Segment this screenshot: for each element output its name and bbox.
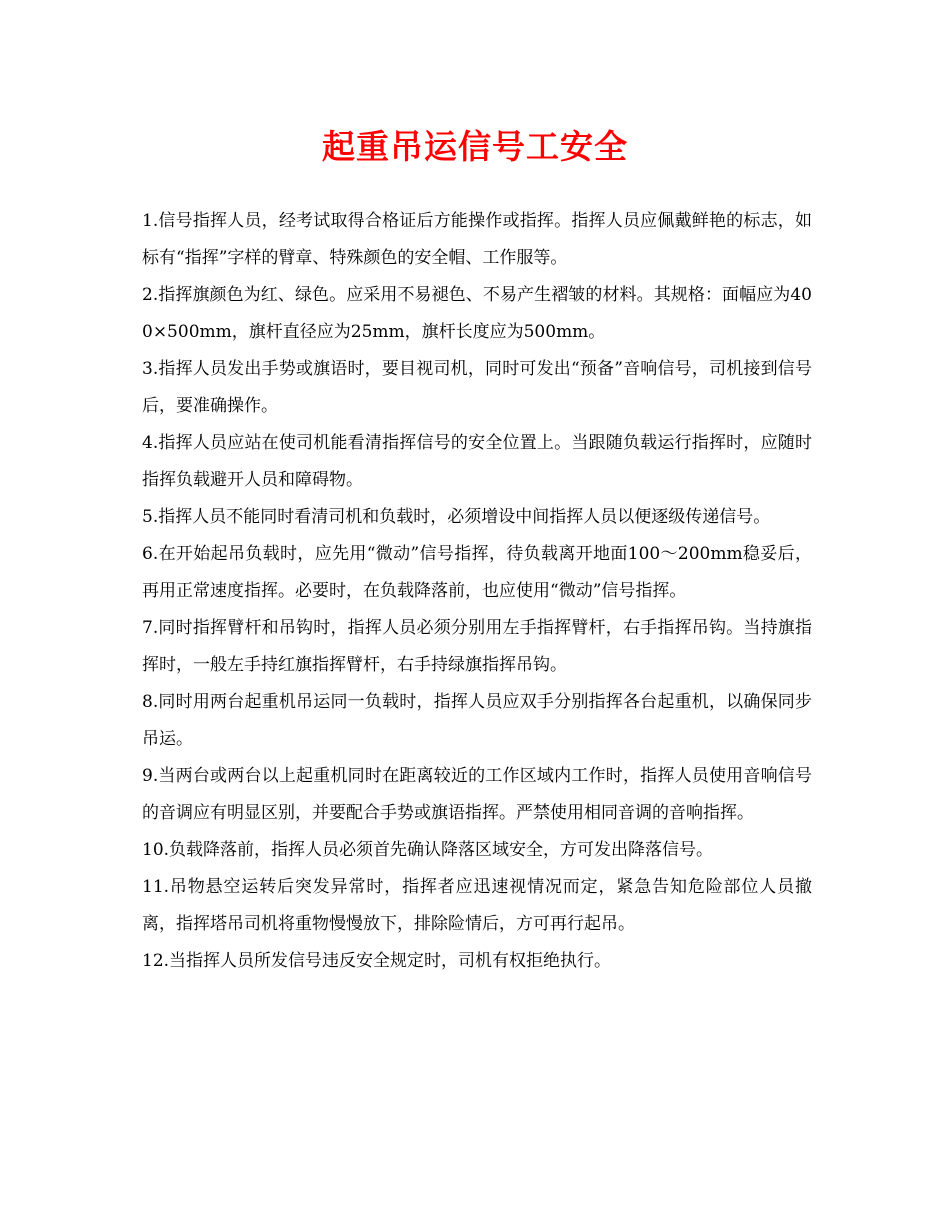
paragraph-4: 4.指挥人员应站在使司机能看清指挥信号的安全位置上。当跟随负载运行指挥时，应随时指挥负载避开人员和障碍物。 bbox=[142, 433, 812, 490]
document-title: 起重吊运信号工安全 bbox=[322, 127, 628, 166]
paragraph-9: 9.当两台或两台以上起重机同时在距离较近的工作区域内工作时，指挥人员使用音响信号的音调应有明显区别，并要配合手势或旗语指挥。严禁使用相同音调的音响指挥。 bbox=[142, 766, 812, 823]
paragraph-5: 5.指挥人员不能同时看清司机和负载时，必须增设中间指挥人员以便逐级传递信号。 bbox=[142, 507, 771, 527]
paragraph-12: 12.当指挥人员所发信号违反安全规定时，司机有权拒绝执行。 bbox=[142, 951, 612, 971]
paragraph-3: 3.指挥人员发出手势或旗语时，要目视司机，同时可发出“预备”音响信号，司机接到信号后，要准确操作。 bbox=[142, 359, 812, 416]
paragraph-10: 10.负载降落前，指挥人员必须首先确认降落区域安全，方可发出降落信号。 bbox=[142, 840, 714, 860]
paragraph-6: 6.在开始起吊负载时，应先用“微动”信号指挥，待负载离开地面100～200mm稳妥后，再用正常速度指挥。必要时，在负载降落前，也应使用“微动”信号指挥。 bbox=[142, 544, 812, 601]
paragraph-8: 8.同时用两台起重机吊运同一负载时，指挥人员应双手分别指挥各台起重机，以确保同步吊运。 bbox=[142, 692, 812, 749]
paragraph-2: 2.指挥旗颜色为红、绿色。应采用不易褪色、不易产生褶皱的材料。其规格：面幅应为400×500mm，旗杆直径应为25mm，旗杆长度应为500mm。 bbox=[142, 285, 812, 342]
paragraph-7: 7.同时指挥臂杆和吊钩时，指挥人员必须分别用左手指挥臂杆，右手指挥吊钩。当持旗指挥时，一般左手持红旗指挥臂杆，右手持绿旗指挥吊钩。 bbox=[142, 618, 812, 675]
paragraph-1: 1.信号指挥人员，经考试取得合格证后方能操作或指挥。指挥人员应佩戴鲜艳的标志，如标有“指挥”字样的臂章、特殊颜色的安全帽、工作服等。 bbox=[142, 211, 812, 268]
paragraph-11: 11.吊物悬空运转后突发异常时，指挥者应迅速视情况而定，紧急告知危险部位人员撤离，指挥塔吊司机将重物慢慢放下，排除险情后，方可再行起吊。 bbox=[142, 877, 812, 934]
document-body bbox=[142, 203, 812, 980]
